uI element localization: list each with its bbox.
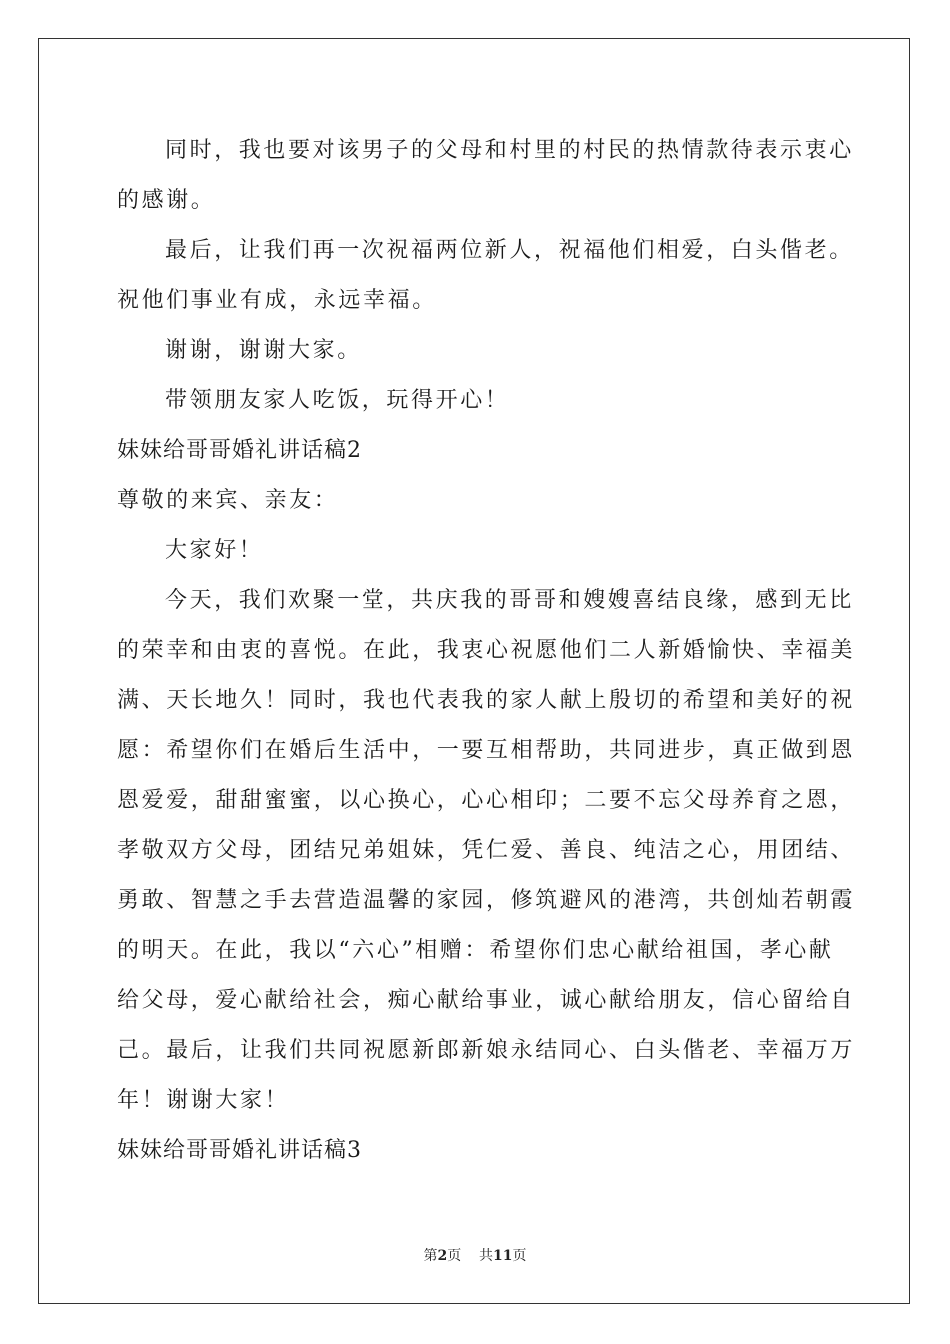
paragraph-line: 满、天长地久！同时，我也代表我的家人献上殷切的希望和美好的祝 — [117, 688, 856, 713]
salutation-line: 尊敬的来宾、亲友： — [117, 488, 339, 513]
page-footer — [0, 1245, 950, 1265]
document-body — [117, 126, 856, 1176]
paragraph-line: 恩爱爱，甜甜蜜蜜，以心换心，心心相印；二要不忘父母养育之恩， — [117, 788, 856, 813]
page-number: 2 — [437, 1248, 448, 1264]
paragraph-line: 谢谢，谢谢大家。 — [165, 338, 362, 363]
total-label-suffix: 页 — [512, 1248, 527, 1264]
section-heading: 妹妹给哥哥婚礼讲话稿3 — [117, 1138, 362, 1163]
section-heading: 妹妹给哥哥婚礼讲话稿2 — [117, 438, 362, 463]
paragraph-line: 的感谢。 — [117, 188, 216, 213]
paragraph-line: 的明天。在此，我以“六心”相赠：希望你们忠心献给祖国，孝心献 — [117, 938, 834, 963]
paragraph-line: 年！谢谢大家！ — [117, 1088, 290, 1113]
page-label-prefix: 第 — [423, 1248, 438, 1264]
paragraph-line: 己。最后，让我们共同祝愿新郎新娘永结同心、白头偕老、幸福万万 — [117, 1038, 856, 1063]
paragraph-line: 祝他们事业有成，永远幸福。 — [117, 288, 437, 313]
paragraph-line: 今天，我们欢聚一堂，共庆我的哥哥和嫂嫂喜结良缘，感到无比 — [165, 588, 854, 613]
paragraph-line: 给父母，爱心献给社会，痴心献给事业，诚心献给朋友，信心留给自 — [117, 988, 856, 1013]
total-pages: 11 — [493, 1248, 513, 1264]
greeting-line: 大家好！ — [165, 538, 264, 563]
total-label-prefix: 共 — [479, 1248, 494, 1264]
paragraph-line: 的荣幸和由衷的喜悦。在此，我衷心祝愿他们二人新婚愉快、幸福美 — [117, 638, 856, 663]
paragraph-line: 孝敬双方父母，团结兄弟姐妹，凭仁爱、善良、纯洁之心，用团结、 — [117, 838, 856, 863]
paragraph-line: 带领朋友家人吃饭，玩得开心！ — [165, 388, 510, 413]
paragraph-line: 愿：希望你们在婚后生活中，一要互相帮助，共同进步，真正做到恩 — [117, 738, 856, 763]
paragraph-line: 勇敢、智慧之手去营造温馨的家园，修筑避风的港湾，共创灿若朝霞 — [117, 888, 856, 913]
page-label-suffix: 页 — [447, 1248, 462, 1264]
paragraph-line: 同时，我也要对该男子的父母和村里的村民的热情款待表示衷心 — [165, 138, 854, 163]
paragraph-line: 最后，让我们再一次祝福两位新人，祝福他们相爱，白头偕老。 — [165, 238, 854, 263]
